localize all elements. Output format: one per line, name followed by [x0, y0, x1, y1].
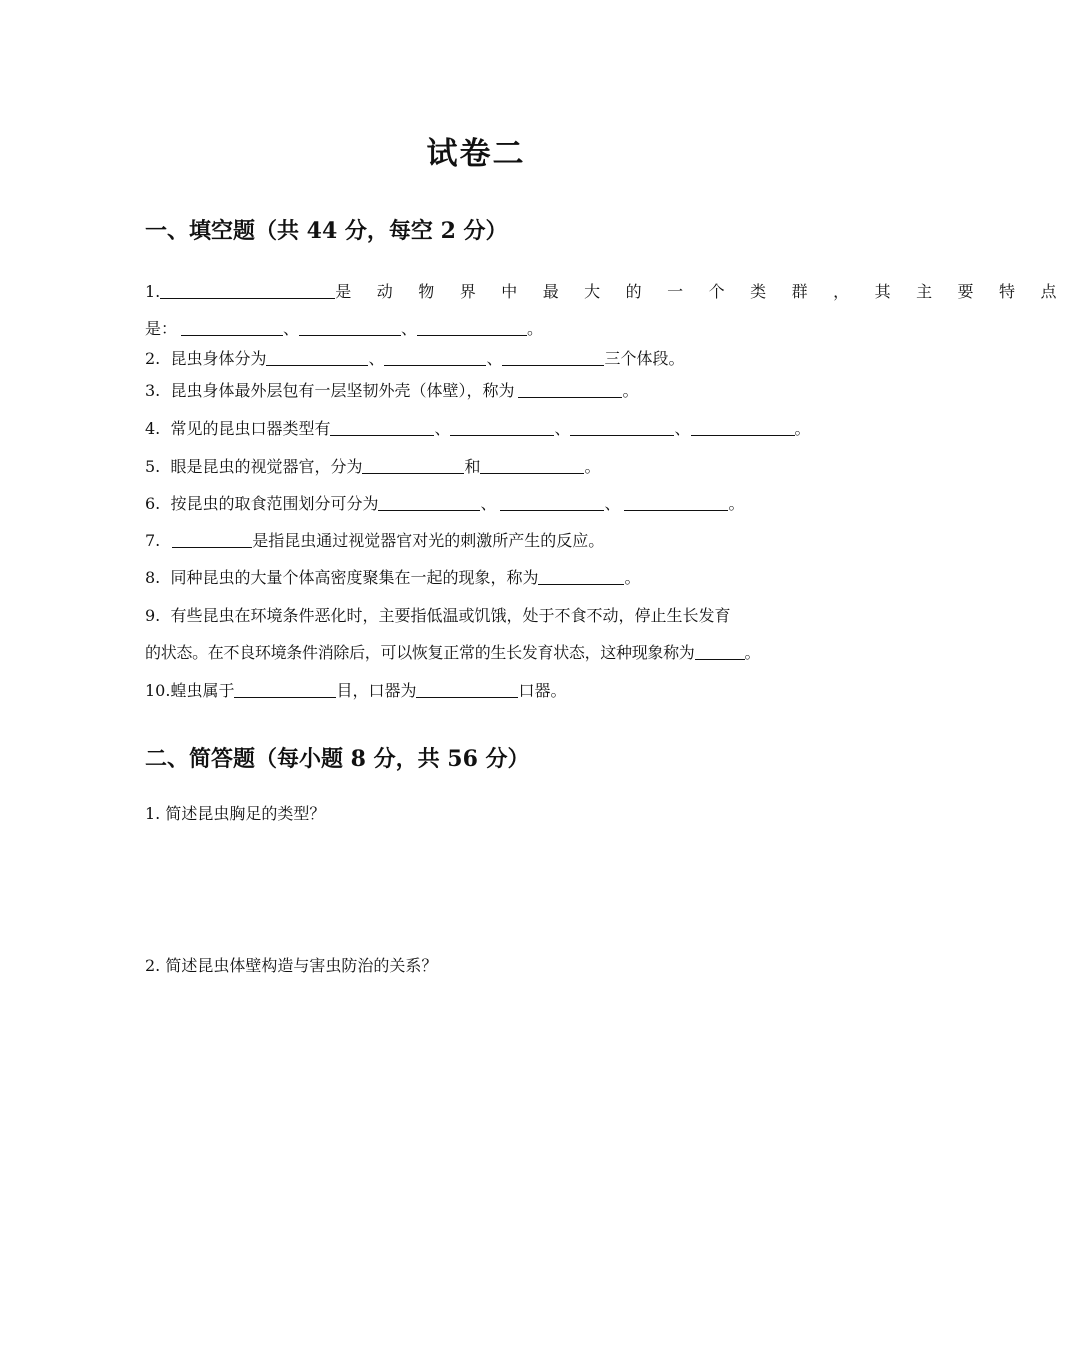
question-4: 4. 常见的昆虫口器类型有 、 、 、 。	[145, 419, 811, 438]
blank-4-2[interactable]	[450, 419, 554, 436]
question-3: 3. 昆虫身体最外层包有一层坚韧外壳（体壁），称为 。	[145, 381, 639, 400]
blank-1-2[interactable]	[181, 319, 283, 336]
exam-title: 试卷二	[426, 136, 526, 172]
blank-9-1[interactable]	[695, 643, 745, 660]
question-1	[145, 281, 1067, 303]
question-2: 2. 昆虫身体分为 、 、 三个体段。	[145, 349, 685, 368]
section-2-heading: 二、简答题（每小题 8 分，共 56 分）	[145, 746, 530, 772]
blank-6-1[interactable]	[378, 494, 480, 511]
section-1-heading: 一、填空题（共 44 分，每空 2 分）	[145, 218, 508, 244]
question-6: 6. 按昆虫的取食范围划分可分为 、 、 。	[145, 494, 745, 513]
blank-4-4[interactable]	[691, 419, 795, 436]
question-9-continued: 的状态。在不良环境条件消除后，可以恢复正常的生长发育状态，这种现象称为 。	[145, 643, 761, 662]
blank-6-2[interactable]	[500, 494, 604, 511]
blank-10-2[interactable]	[416, 681, 518, 698]
blank-6-3[interactable]	[624, 494, 728, 511]
blank-1-4[interactable]	[417, 319, 527, 336]
question-1-continued: 是： 、 、 。	[145, 319, 544, 338]
blank-1-1[interactable]	[160, 282, 335, 299]
question-5: 5. 眼是昆虫的视觉器官，分为 和 。	[145, 457, 601, 476]
short-answer-1: 1. 简述昆虫胸足的类型？	[145, 804, 326, 823]
question-7: 7. 是指昆虫通过视觉器官对光的刺激所产生的反应。	[145, 531, 605, 550]
blank-5-1[interactable]	[362, 457, 464, 474]
blank-2-2[interactable]	[384, 349, 486, 366]
blank-4-3[interactable]	[570, 419, 674, 436]
blank-2-3[interactable]	[502, 349, 604, 366]
blank-3-1[interactable]	[518, 381, 622, 398]
question-1-number: 1.	[145, 282, 161, 301]
short-answer-2: 2. 简述昆虫体壁构造与害虫防治的关系？	[145, 956, 438, 975]
blank-4-1[interactable]	[330, 419, 434, 436]
blank-2-1[interactable]	[266, 349, 368, 366]
question-9: 9. 有些昆虫在环境条件恶化时，主要指低温或饥饿，处于不食不动，停止生长发育	[145, 606, 731, 625]
blank-8-1[interactable]	[538, 568, 624, 585]
blank-5-2[interactable]	[480, 457, 584, 474]
blank-10-1[interactable]	[234, 681, 336, 698]
question-1-text: 是 动 物 界 中 最 大 的 一 个 类 群 ， 其 主 要 特 点	[335, 282, 1067, 301]
blank-1-3[interactable]	[299, 319, 401, 336]
question-10: 10.蝗虫属于 目，口器为 口器。	[145, 681, 567, 700]
blank-7-1[interactable]	[172, 531, 252, 548]
question-8: 8. 同种昆虫的大量个体高密度聚集在一起的现象，称为 。	[145, 568, 641, 587]
